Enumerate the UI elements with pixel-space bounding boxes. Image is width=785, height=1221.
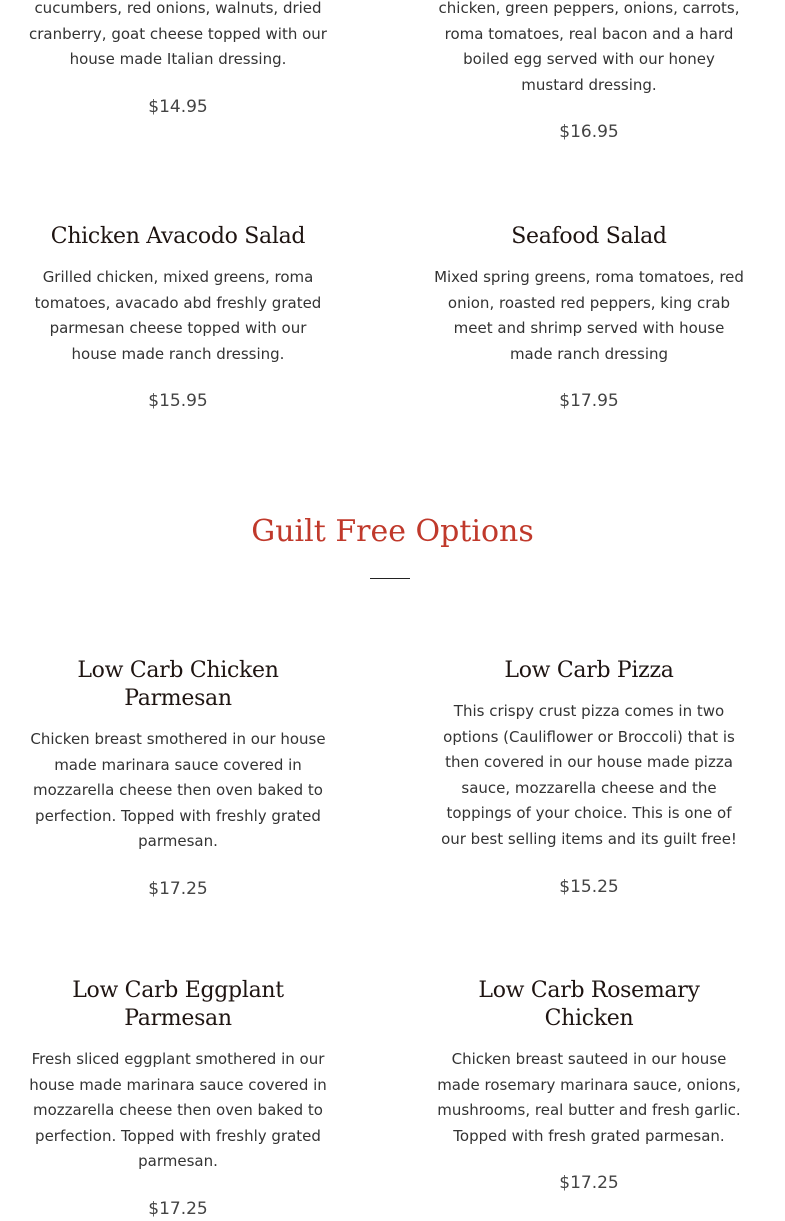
menu-item-low-carb-pizza (434, 657, 744, 899)
item-price: $15.95 (148, 391, 208, 412)
menu-item-partial-left (28, 0, 328, 119)
item-price: $17.95 (559, 391, 619, 412)
item-price: $15.25 (559, 876, 619, 897)
menu-item-low-carb-eggplant-parmesan (28, 977, 328, 1221)
item-description: Grilled chicken, mixed greens, roma tomatoes, avacado abd freshly grated parmesan cheese topped with our house made ranch dressing. (34, 268, 322, 363)
item-description: Chicken breast smothered in our house made marinara sauce covered in mozzarella cheese then oven baked to perfection. Topped with freshly grated parmesan. (30, 730, 326, 851)
menu-item-partial-right (434, 0, 744, 144)
item-description: This crispy crust pizza comes in two options (Cauliflower or Broccoli) that is then covered in our house made pizza sauce, mozzarella cheese and the toppings of your choice. This is one of our best selling items and its guilt free! (441, 702, 737, 848)
item-title: Chicken Avacodo Salad (50, 224, 306, 249)
item-title: Seafood Salad (511, 224, 667, 249)
menu-item-low-carb-rosemary-chicken (434, 977, 744, 1195)
item-description: Chicken breast sauteed in our house made rosemary marinara sauce, onions, mushrooms, real butter and fresh garlic. Topped with fresh grated parmesan. (437, 1050, 741, 1145)
item-title: Low Carb Eggplant Parmesan (72, 978, 284, 1031)
item-price: $14.95 (148, 96, 208, 117)
item-price: $16.95 (559, 122, 619, 143)
item-price: $17.25 (148, 1198, 208, 1219)
item-price: $17.25 (148, 878, 208, 899)
item-description: Mixed spring greens, roma tomatoes, red onion, roasted red peppers, king crab meet and shrimp served with house made ranch dressing (434, 268, 744, 363)
item-title: Low Carb Chicken Parmesan (77, 658, 279, 711)
item-description: Fresh sliced eggplant smothered in our house made marinara sauce covered in mozzarella cheese then oven baked to perfection. Topped with freshly grated parmesan. (29, 1050, 327, 1171)
item-description: cucumbers, red onions, walnuts, dried cranberry, goat cheese topped with our house made Italian dressing. (29, 0, 327, 69)
item-title: Low Carb Rosemary Chicken (478, 978, 700, 1031)
menu-item-seafood-salad (434, 223, 744, 413)
item-price: $17.25 (559, 1173, 619, 1194)
section-divider (370, 578, 410, 579)
item-title: Low Carb Pizza (504, 658, 674, 683)
menu-item-low-carb-chicken-parmesan (28, 657, 328, 901)
item-description: chicken, green peppers, onions, carrots, roma tomatoes, real bacon and a hard boiled egg served with our honey mustard dressing. (438, 0, 740, 94)
section-title: Guilt Free Options (251, 514, 534, 549)
menu-item-chicken-avacodo-salad (28, 223, 328, 413)
